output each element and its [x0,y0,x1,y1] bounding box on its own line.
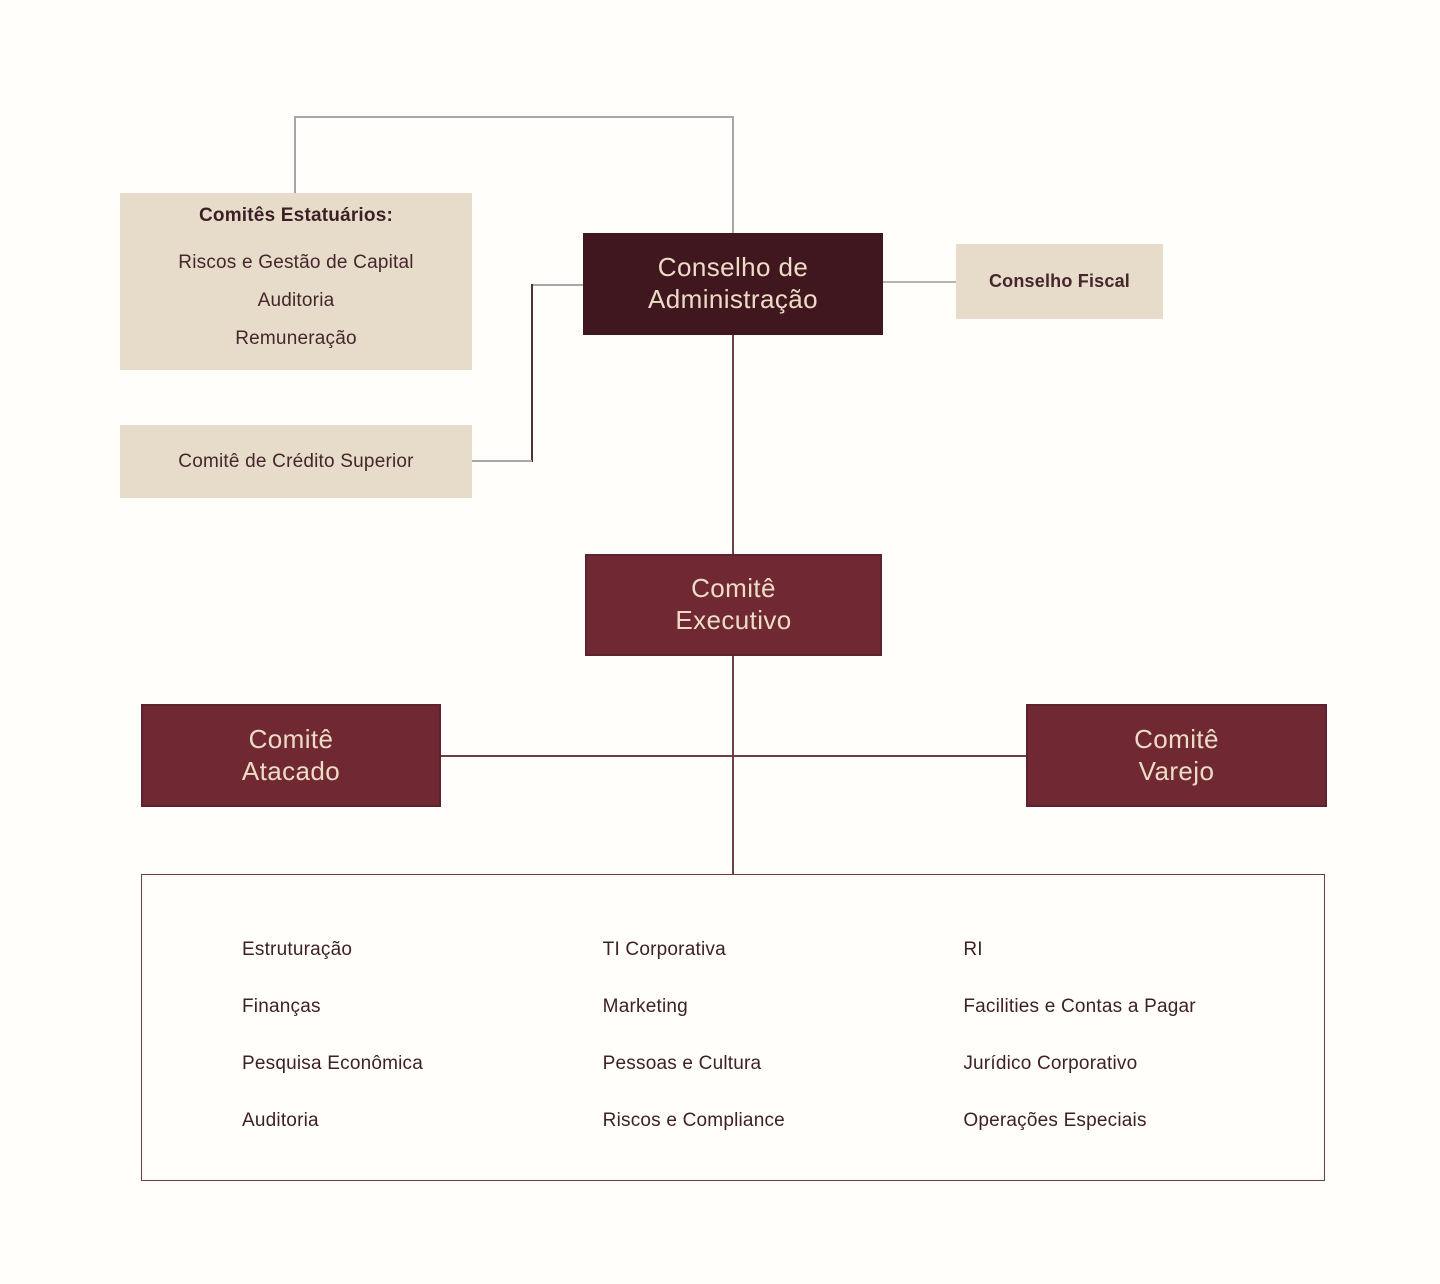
department-item: TI Corporativa [602,939,726,960]
departments-column-3 [963,939,1324,1180]
wholesale-label-line: Atacado [241,755,341,786]
department-item: Riscos e Compliance [602,1110,785,1131]
departments-box [141,874,1325,1181]
connector-credit-upper-horizontal [532,284,583,286]
statutory-item: Remuneração [235,328,357,349]
connector-top-horizontal [294,116,734,118]
executive-label-line: Executivo [675,605,792,635]
department-item: Marketing [602,996,688,1017]
retail-label-line: Varejo [1138,755,1215,786]
credit-committee-label: Comitê de Crédito Superior [178,450,414,472]
department-item: Pesquisa Econômica [242,1053,424,1074]
statutory-committees-title: Comitês Estatuários: [198,205,394,226]
retail-committee-box [1026,704,1327,807]
board-label-line: Administração [648,284,818,314]
department-item: Jurídico Corporativo [963,1053,1138,1074]
department-item: Operações Especiais [963,1110,1147,1131]
department-item: Facilities e Contas a Pagar [963,996,1196,1017]
connector-fiscal-horizontal [883,281,956,283]
board-label-line: Conselho de [657,252,809,283]
department-item: Auditoria [242,1110,319,1131]
connector-credit-vertical [531,284,533,462]
department-item: Pessoas e Cultura [602,1053,762,1074]
wholesale-committee-box [141,704,441,807]
department-item: RI [963,939,983,960]
fiscal-council-label: Conselho Fiscal [988,271,1131,291]
departments-column-2 [603,939,964,1180]
connector-board-top-vertical [732,116,734,234]
departments-column-1 [242,939,603,1180]
connector-statutory-vertical [294,116,296,194]
credit-committee-box [120,425,472,498]
statutory-item: Auditoria [257,290,335,311]
executive-committee-box [585,554,882,656]
department-item: Finanças [242,996,321,1017]
connector-wholesale-retail-horizontal [441,755,1026,757]
department-item: Estruturação [242,939,353,960]
executive-label-line: Comitê [691,573,776,604]
statutory-item: Riscos e Gestão de Capital [178,252,414,273]
fiscal-council-box [956,244,1163,319]
wholesale-label-line: Comitê [248,723,334,754]
board-of-directors-box [583,233,883,335]
retail-label-line: Comitê [1134,723,1219,754]
statutory-committees-box [120,193,472,370]
connector-credit-lower-horizontal [472,460,532,462]
